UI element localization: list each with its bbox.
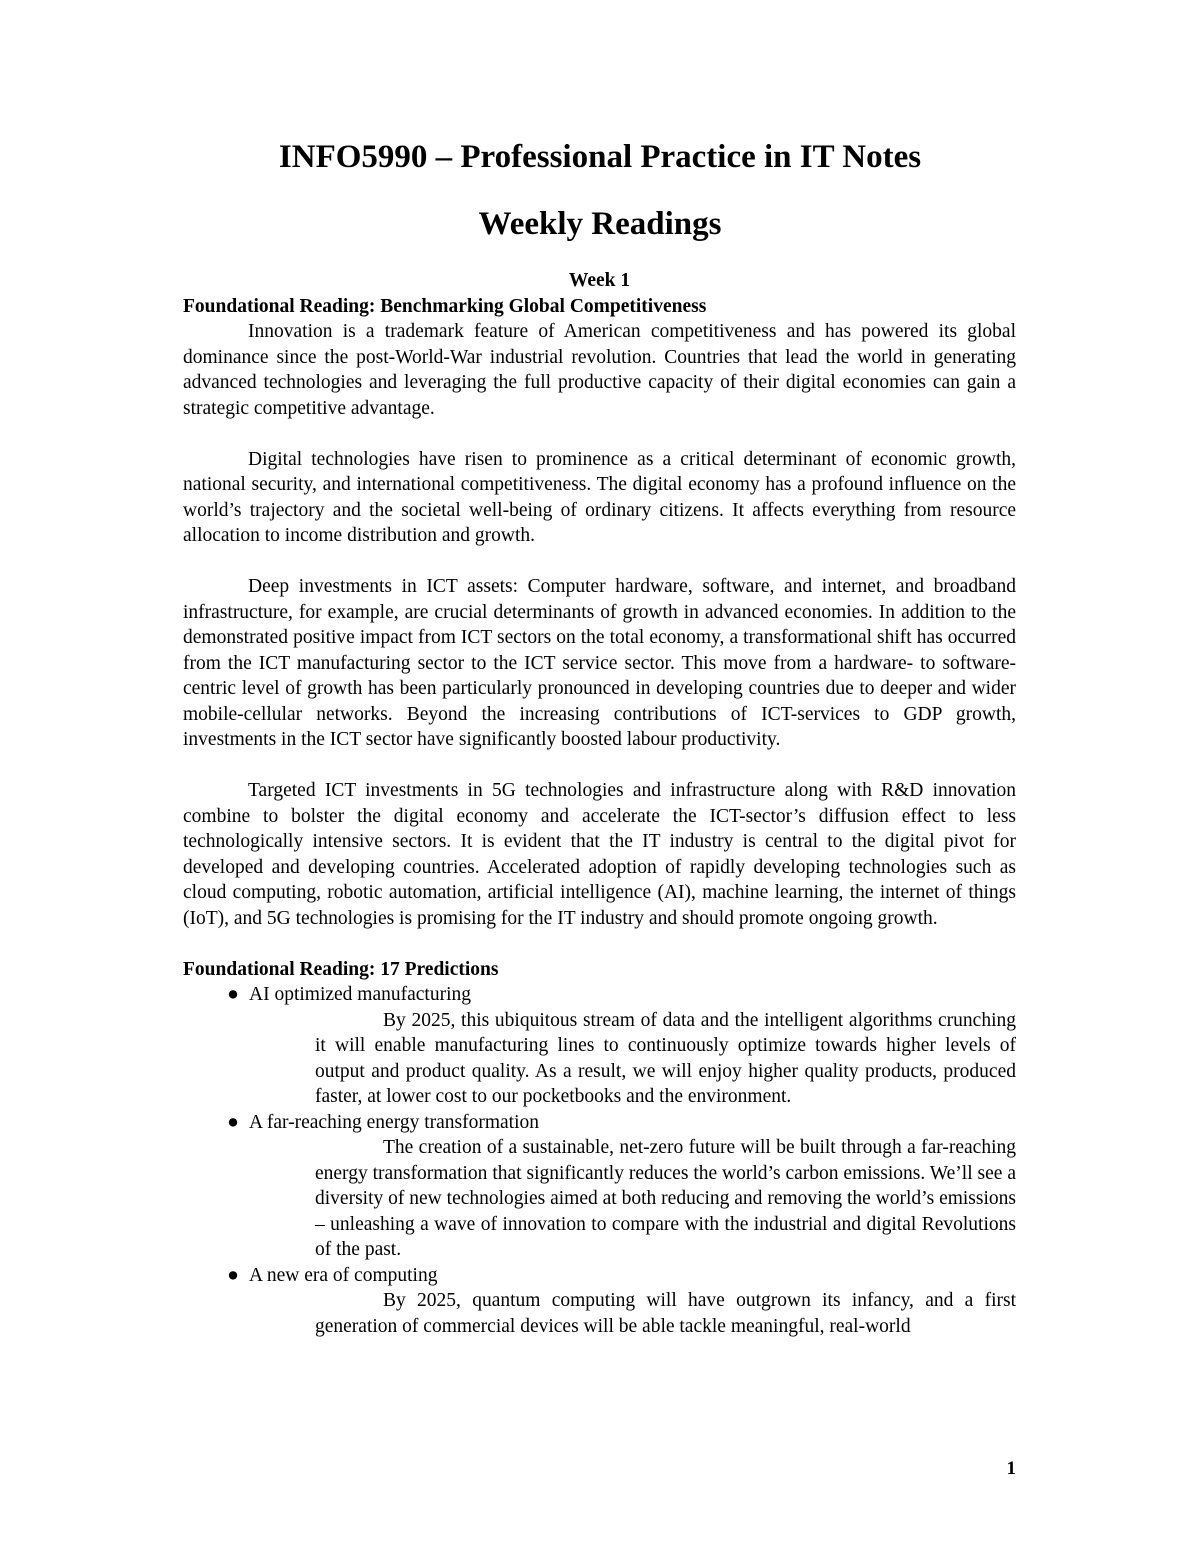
list-item xyxy=(183,1263,1016,1340)
prediction-title: A new era of computing xyxy=(249,1264,438,1286)
list-item xyxy=(183,1110,1016,1263)
paragraph: Digital technologies have risen to prominence as a critical determinant of economic growth, national security, and international competitiveness. The digital economy has a profound influence on the world’s trajectory and the societal well-being of ordinary citizens. It affects everything from resource allocation to income distribution and growth. xyxy=(183,448,1016,546)
page-subtitle: Weekly Readings xyxy=(478,206,722,242)
document-body xyxy=(183,268,1016,1339)
paragraph: Deep investments in ICT assets: Computer hardware, software, and internet, and broadband infrastructure, for example, are crucial determinants of growth in advanced economies. In addition to the demonstrated positive impact from ICT sectors on the total economy, a transformational shift has occurred from the ICT manufacturing sector to the ICT service sector. This move from a hardware- to software-centric level of growth has been particularly pronounced in developing countries due to deeper and wider mobile-cellular networks. Beyond the increasing contributions of ICT-services to GDP growth, investments in the ICT sector have significantly boosted labour productivity. xyxy=(183,576,1016,750)
prediction-body: The creation of a sustainable, net-zero future will be built through a far-reaching energy transformation that significantly reduces the world’s carbon emissions. We’ll see a diversity of new technologies aimed at both reducing and removing the world’s emissions – unleashing a wave of innovation to compare with the industrial and digital Revolutions of the past. xyxy=(315,1137,1016,1260)
paragraph: Innovation is a trademark feature of American competitiveness and has powered its global dominance since the post-World-War industrial revolution. Countries that lead the world in generating advanced technologies and leveraging the full productive capacity of their digital economies can gain a strategic competitive advantage. xyxy=(183,321,1016,419)
bullet-icon: ● xyxy=(227,984,239,1005)
section-heading-predictions: Foundational Reading: 17 Predictions xyxy=(183,958,499,980)
section-heading-benchmarking: Foundational Reading: Benchmarking Global Competitiveness xyxy=(183,295,707,317)
list-item xyxy=(183,982,1016,1110)
prediction-title: A far-reaching energy transformation xyxy=(249,1111,540,1133)
page-title: INFO5990 – Professional Practice in IT Notes xyxy=(278,139,922,175)
paragraph: Targeted ICT investments in 5G technologies and infrastructure along with R&D innovation combine to bolster the digital economy and accelerate the ICT-sector’s diffusion effect to less technologically intensive sectors. It is evident that the IT industry is central to the digital pivot for developed and developing countries. Accelerated adoption of rapidly developing technologies such as cloud computing, robotic automation, artificial intelligence (AI), machine learning, the internet of things (IoT), and 5G technologies is promising for the IT industry and should promote ongoing growth. xyxy=(183,780,1016,929)
bullet-icon: ● xyxy=(227,1111,239,1133)
prediction-body: By 2025, this ubiquitous stream of data and the intelligent algorithms crunching it will enable manufacturing lines to continuously optimize towards higher levels of output and product quality. As a result, we will enjoy higher quality products, produced faster, at lower cost to our pocketbooks and the environment. xyxy=(315,1009,1016,1107)
prediction-body: By 2025, quantum computing will have outgrown its infancy, and a first generation of commercial devices will be able tackle meaningful, real-world xyxy=(315,1290,1016,1337)
spacer xyxy=(183,931,1016,957)
page-number: 1 xyxy=(1006,1458,1016,1479)
bullet-icon: ● xyxy=(227,1264,239,1286)
predictions-list xyxy=(183,982,1016,1339)
week-label: Week 1 xyxy=(568,270,631,291)
prediction-title: AI optimized manufacturing xyxy=(249,984,472,1005)
